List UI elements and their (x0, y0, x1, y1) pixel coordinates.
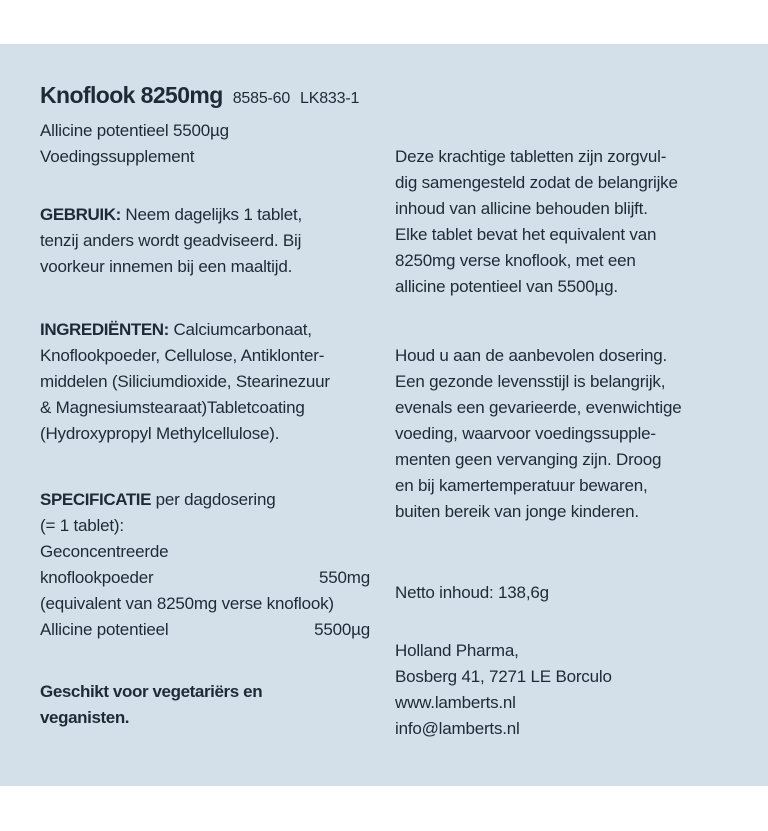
advice-line-3: evenals een gevarieerde, evenwichtige (395, 398, 682, 417)
product-code-2: LK833-1 (300, 90, 360, 107)
spec-line-3: Geconcentreerde (40, 542, 169, 561)
company-email[interactable]: info@lamberts.nl (395, 719, 520, 738)
spec-item-2 (40, 617, 370, 643)
description-line-3: inhoud van allicine behouden blijft. (395, 199, 648, 218)
spec-item-1-note: (equivalent van 8250mg verse knoflook) (40, 594, 334, 613)
product-type: Voedingssupplement (40, 147, 195, 166)
spec-line-2: (= 1 tablet): (40, 516, 124, 535)
ingredients-line-5: (Hydroxypropyl Methylcellulose). (40, 424, 280, 443)
description-line-1: Deze krachtige tabletten zijn zorgvul- (395, 147, 667, 166)
suitability-line-1: Geschikt voor vegetariërs en (40, 682, 263, 701)
product-header (40, 82, 359, 109)
ingredients-text-1: Calciumcarbonaat, (173, 320, 312, 339)
advice-line-7: buiten bereik van jonge kinderen. (395, 502, 639, 521)
usage-line-3: voorkeur innemen bij een maaltijd. (40, 257, 293, 276)
spec-item-1-name: knoflookpoeder (40, 568, 154, 587)
product-subtitle: Allicine potentieel 5500µg (40, 121, 229, 140)
spec-item-2-name: Allicine potentieel (40, 620, 169, 639)
spec-suffix: per dagdosering (155, 490, 276, 509)
usage-label: GEBRUIK: (40, 205, 121, 224)
advice-line-2: Een gezonde levensstijl is belangrijk, (395, 372, 666, 391)
spec-label: SPECIFICATIE (40, 490, 152, 509)
company-address: Bosberg 41, 7271 LE Borculo (395, 667, 612, 686)
label-panel (0, 44, 768, 786)
ingredients-line-3: middelen (Siliciumdioxide, Stearinezuur (40, 372, 330, 391)
description-line-5: 8250mg verse knoflook, met een (395, 251, 636, 270)
spec-item-2-value: 5500µg (314, 620, 370, 639)
company-name: Holland Pharma, (395, 641, 519, 660)
ingredients-label: INGREDIËNTEN: (40, 320, 169, 339)
advice-line-1: Houd u aan de aanbevolen dosering. (395, 346, 668, 365)
spec-line-1 (40, 487, 275, 513)
spec-item-1 (40, 565, 370, 591)
usage-text-1: Neem dagelijks 1 tablet, (125, 205, 303, 224)
advice-line-5: menten geen vervanging zijn. Droog (395, 450, 662, 469)
description-line-4: Elke tablet bevat het equivalent van (395, 225, 657, 244)
description-line-2: dig samengesteld zodat de belangrijke (395, 173, 678, 192)
ingredients-line-4: & Magnesiumstearaat)Tabletcoating (40, 398, 305, 417)
usage-line-1 (40, 202, 302, 228)
description-line-6: allicine potentieel van 5500µg. (395, 277, 618, 296)
company-website[interactable]: www.lamberts.nl (395, 693, 516, 712)
spec-item-1-value: 550mg (319, 568, 370, 587)
net-content: Netto inhoud: 138,6g (395, 583, 549, 602)
suitability-line-2: veganisten. (40, 708, 130, 727)
product-name: Knoflook 8250mg (40, 82, 223, 108)
usage-line-2: tenzij anders wordt geadviseerd. Bij (40, 231, 302, 250)
advice-line-4: voeding, waarvoor voedingssupple- (395, 424, 656, 443)
ingredients-line-2: Knoflookpoeder, Cellulose, Antiklonter- (40, 346, 325, 365)
advice-line-6: en bij kamertemperatuur bewaren, (395, 476, 648, 495)
ingredients-line-1 (40, 317, 312, 343)
product-code-1: 8585-60 (232, 90, 291, 107)
